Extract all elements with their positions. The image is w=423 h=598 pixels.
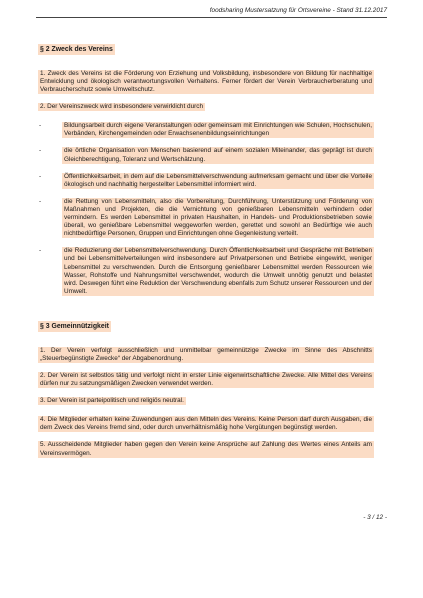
page-header: foodsharing Mustersatzung für Ortsvereine - Stand 31.12.2017: [209, 7, 387, 14]
list-item: [38, 122, 374, 138]
section-3-paragraph-4: 4. Die Mitglieder erhalten keine Zuwendungen aus den Mitteln des Vereins. Keine Person darf durch Ausgaben, die dem Zweck des Vereins fremd sind, oder durch unverhältnismäßig hohe Vergütungen begünstigt werden.: [40, 416, 372, 432]
dash-marker: -: [39, 172, 42, 180]
list-item: [38, 147, 374, 163]
section-3-paragraph-5: 5. Ausscheidende Mitglieder haben gegen den Verein keine Ansprüche auf Zahlung des Wertes eines Anteils am Vereinsvermögen.: [40, 441, 372, 457]
list-item: [38, 198, 374, 238]
list-item: [38, 173, 374, 189]
list-item-text: die Reduzierung der Lebensmittelverschwendung. Durch Öffentlichkeitsarbeit und Gespräche mit Betrieben und bei Lebensmittelverteilungen wird insbesondere auf Privatpersonen und Betriebe eingewirkt, weniger Lebensmittel zu verschwenden. Durch die Entsorgung genießbarer Lebensmittel werden Ressourcen wie Wasser, Rohstoffe und Nahrungsmittel verschwendet, wodurch die Umwelt unnötig genutzt und belastet wird. Deswegen führt eine Reduktion der Verschwendung ebenfalls zum Schutz unserer Ressourcen und der Umwelt.: [64, 247, 372, 295]
section-2-heading: § 2 Zweck des Vereins: [40, 46, 113, 53]
dash-marker: -: [39, 247, 42, 255]
section-3-paragraph-1: 1. Der Verein verfolgt ausschließlich und unmittelbar gemeinnützige Zwecke im Sinne des Abschnitts „Steuerbegünstigte Zwecke“ der Abgabenordnung.: [40, 346, 372, 362]
list-item-text: die örtliche Organisation von Menschen basierend auf einem sozialen Miteinander, das geprägt ist durch Gleichberechtigung, Toleranz und Wertschätzung.: [64, 147, 372, 163]
page-number: - 3 / 12 -: [363, 514, 387, 521]
list-item-text: Bildungsarbeit durch eigene Veranstaltungen oder gemeinsam mit Einrichtungen wie Schulen, Hochschulen, Verbänden, Kirchengemeinden oder Erwachsenenbildungseinrichtungen: [64, 122, 372, 138]
section-3-heading: § 3 Gemeinnützigkeit: [40, 322, 109, 330]
header-rule: [36, 17, 387, 18]
section-3-paragraph-3: 3. Der Verein ist parteipolitisch und religiös neutral.: [40, 397, 184, 405]
section-2-paragraph-1: 1. Zweck des Vereins ist die Förderung von Erziehung und Volksbildung, insbesondere von Bildung für nachhaltige Entwicklung und ökologisch verantwortungsvollen Verhaltens. Ferner fördert der Verein Verbraucherberatung und Verbraucherschutz sowie Umweltschutz.: [40, 70, 372, 94]
section-2: [38, 38, 374, 296]
section-3-paragraph-2: 2. Der Verein ist selbstlos tätig und verfolgt nicht in erster Linie eigenwirtschaftliche Zwecke. Alle Mittel des Vereins dürfen nur zu satzungsmäßigen Zwecken verwendet werden.: [40, 372, 372, 388]
section-3: [38, 315, 374, 458]
list-item-text: Öffentlichkeitsarbeit, in dem auf die Lebensmittelverschwendung aufmerksam gemacht und über die Vorteile ökologisch und nachhaltig hergestellter Lebensmittel informiert wird.: [64, 172, 372, 188]
section-2-paragraph-2: 2. Der Vereinszweck wird insbesondere verwirklicht durch: [40, 103, 204, 111]
dash-marker: -: [39, 147, 42, 155]
list-item: [38, 247, 374, 296]
page-content: [38, 38, 374, 458]
list-item-text: die Rettung von Lebensmitteln, also die Vorbereitung, Durchführung, Unterstützung und Förderung von Maßnahmen und Projekten, die die Vernichtung von genießbaren Lebensmitteln verhindern oder vermindern. Es werden Lebensmittel in privaten Haushalten, in Handels- und Produktionsbetrieben sowie überall, wo genießbare Lebensmittel weggeworfen werden, gerettet und sowohl an Bedürftige wie auch nichtbedürftige Personen, Gruppen und Einrichtungen ohne Gegenleistung verteilt.: [64, 197, 372, 238]
dash-marker: -: [39, 122, 42, 130]
purpose-list: [38, 122, 374, 296]
dash-marker: -: [39, 197, 42, 205]
